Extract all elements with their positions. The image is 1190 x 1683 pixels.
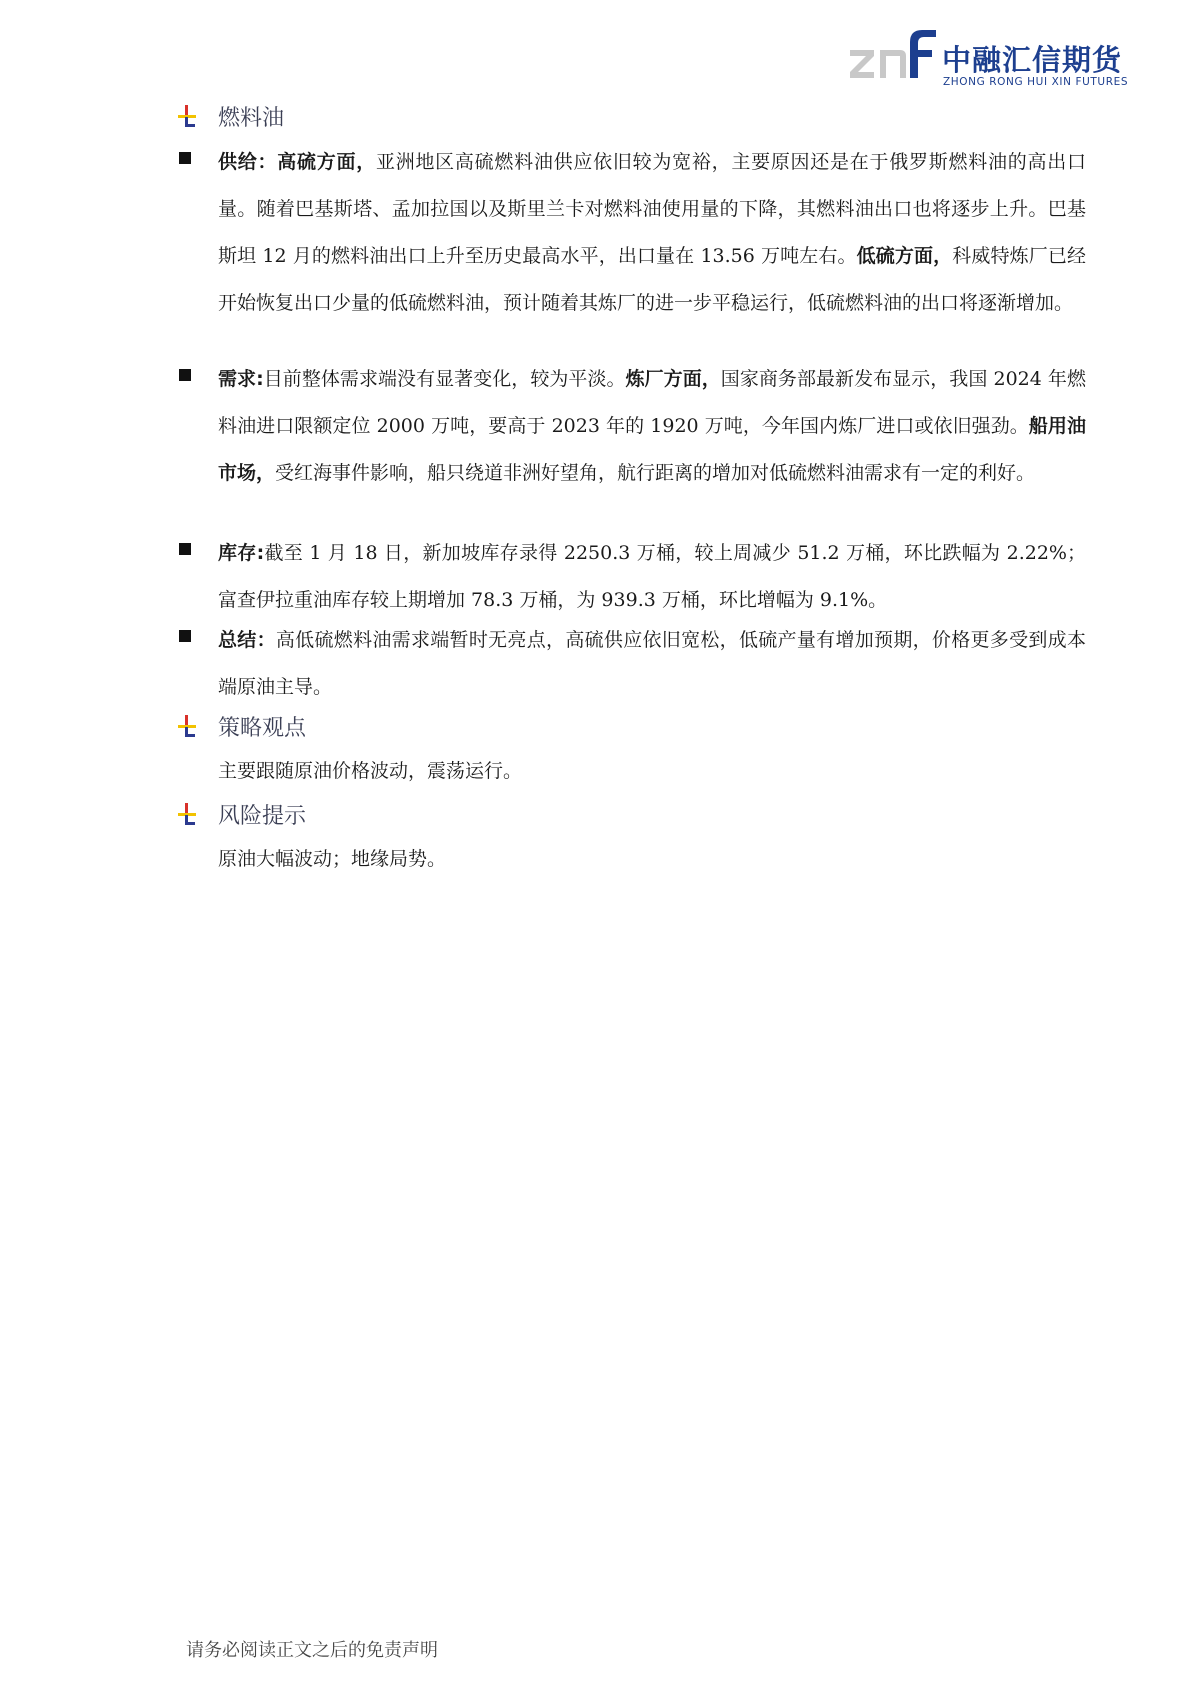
paragraph-text: 受红海事件影响，船只绕道非洲好望角，航行距离的增加对低硫燃料油需求有一定的利好。 — [275, 462, 1036, 484]
paragraph-text: 亚洲地区高硫燃料油供应依旧较为宽裕，主要原因还是在于俄罗斯燃料油的高出口量。随着巴基斯塔、孟加拉国以及斯里兰卡对燃料油使用量的下降，其燃料油出口也将逐步上升。巴基斯坦 12 月的燃料油出口上升至历史最高水平，出口量在 13.56 万吨左右。 — [218, 151, 1086, 267]
znf-logo-mark — [848, 28, 940, 88]
section-marker-icon — [176, 103, 198, 129]
section-marker-icon — [176, 801, 198, 827]
bullet-summary — [176, 617, 1086, 711]
company-logo — [848, 28, 1128, 92]
square-bullet-icon — [179, 369, 191, 381]
square-bullet-icon — [179, 152, 191, 164]
inventory-paragraph — [218, 530, 1086, 624]
subtopic-label: 低硫方面， — [856, 245, 953, 267]
subtopic-label: 高硫方面， — [277, 151, 376, 173]
strategy-text: 主要跟随原油价格波动，震荡运行。 — [218, 760, 523, 782]
section-heading-fuel-oil — [176, 98, 284, 134]
square-bullet-icon — [179, 630, 191, 642]
paragraph-text: 科威特炼厂已经开始恢复出口少量的低硫燃料油，预计随着其炼厂的进一步平稳运行，低硫燃料油的出口将逐渐增加。 — [218, 245, 1086, 314]
section-title: 燃料油 — [218, 105, 285, 131]
bullet-inventory — [176, 530, 1086, 624]
logo-chinese-name: 中融汇信期货 — [942, 43, 1123, 77]
bullet-demand — [176, 356, 1086, 497]
disclaimer-footer: 请务必阅读正文之后的免责声明 — [186, 1640, 438, 1661]
subtopic-label: 炼厂方面， — [625, 368, 721, 390]
section-title: 策略观点 — [218, 715, 307, 741]
paragraph-text: 截至 1 月 18 日，新加坡库存录得 2250.3 万桶，较上周减少 51.2 万桶，环比跌幅为 2.22%；富查伊拉重油库存较上期增加 78.3 万桶，为 939.3 万桶，环比增幅为 9.1%。 — [218, 542, 1086, 611]
bullet-supply — [176, 139, 1086, 327]
section-marker-icon — [176, 713, 198, 739]
paragraph-text: 目前整体需求端没有显著变化，较为平淡。 — [263, 368, 626, 390]
risk-text: 原油大幅波动；地缘局势。 — [218, 848, 447, 870]
subtopic-label: 船用油市场， — [218, 415, 1086, 484]
summary-paragraph — [218, 617, 1086, 711]
bullet-label: 库存: — [218, 542, 265, 564]
section-heading-strategy — [176, 708, 306, 744]
supply-paragraph — [218, 139, 1086, 327]
bullet-label: 总结： — [218, 629, 276, 651]
demand-paragraph — [218, 356, 1086, 497]
paragraph-text: 国家商务部最新发布显示，我国 2024 年燃料油进口限额定位 2000 万吨，要高于 2023 年的 1920 万吨，今年国内炼厂进口或依旧强劲。 — [218, 368, 1086, 437]
section-title: 风险提示 — [218, 803, 307, 829]
logo-english-name: ZHONG RONG HUI XIN FUTURES — [943, 76, 1129, 88]
square-bullet-icon — [179, 543, 191, 555]
bullet-label: 供给： — [218, 151, 278, 173]
bullet-label: 需求: — [218, 368, 264, 390]
paragraph-text: 高低硫燃料油需求端暂时无亮点，高硫供应依旧宽松，低硫产量有增加预期，价格更多受到成本端原油主导。 — [218, 629, 1086, 698]
section-heading-risk — [176, 796, 306, 832]
